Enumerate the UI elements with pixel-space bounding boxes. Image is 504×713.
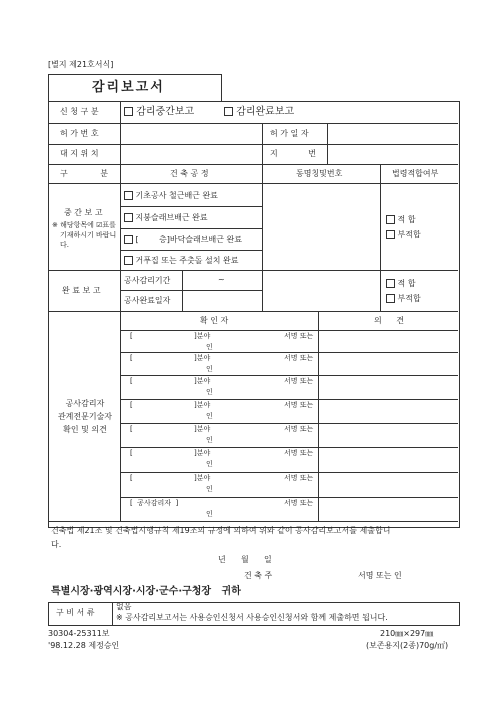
review-label-line3: 확인 및 의견 (63, 425, 107, 434)
statement-line2: 다. (51, 540, 62, 549)
confirmer-field-bracket[interactable]: [ (130, 354, 133, 362)
addressee: 특별시장·광역시장·시장·군수·구청장 귀하 (51, 586, 241, 597)
option-interim[interactable] (124, 107, 194, 118)
application-type-label: 신 청 구 분 (60, 107, 99, 116)
column-compliance: 법령적합여부 (392, 169, 439, 178)
lot-number-label: 지 번 (270, 149, 316, 158)
interim-item-3[interactable] (124, 235, 242, 244)
permit-number-label: 허 가 번 호 (60, 129, 99, 138)
confirmer-signature[interactable]: 서명 또는 (284, 401, 314, 409)
documents-note: ※ 공사감리보고서는 사용승인신청서 사용승인신청서와 함께 제출하면 됩니다. (116, 613, 388, 622)
permit-date-label: 허 가 일 자 (270, 129, 309, 138)
confirmer-field-label: ]분야 (194, 332, 211, 340)
confirmer-field-label: ]분야 (194, 425, 211, 433)
confirmer-signature[interactable]: 서명 또는 (284, 425, 314, 433)
completion-checkbox[interactable] (224, 107, 233, 116)
confirmer-signature[interactable]: 서명 또는 (284, 377, 314, 385)
completion-option-label: 감리완료보고 (236, 106, 295, 118)
review-label-line1: 공사감리자 (65, 399, 105, 408)
owner-signature[interactable]: 서명 또는 인 (358, 571, 402, 580)
paper-size: 210㎜×297㎜ (380, 629, 434, 638)
item-2-label: 지붕슬래브배근 완료 (135, 213, 208, 222)
item-4-label: 거푸집 또는 주춧돌 설치 완료 (135, 256, 239, 265)
interim-item-4[interactable] (124, 256, 238, 265)
interim-note-line1: ※ 해당항목에 ☑표를 (52, 221, 116, 229)
interim-item-2[interactable] (124, 213, 208, 222)
confirmer-seal: 인 (206, 485, 213, 493)
completion-report-label: 완 료 보 고 (62, 286, 101, 295)
confirmer-seal: 인 (206, 388, 213, 396)
interim-unfit[interactable] (386, 230, 421, 239)
form-reference: [별지 제21호서식] (48, 60, 114, 69)
interim-unfit-checkbox[interactable] (386, 230, 395, 239)
owner-label: 건 축 주 (244, 571, 273, 580)
column-building-name: 동명칭및번호 (296, 169, 343, 178)
confirmer-field-label: ]분야 (194, 401, 211, 409)
interim-fit[interactable] (386, 215, 416, 224)
item-1-checkbox[interactable] (124, 191, 133, 200)
confirmer-field-bracket[interactable]: [ (130, 474, 133, 482)
confirmer-header: 확 인 자 (200, 316, 229, 325)
interim-unfit-label: 부적합 (397, 230, 421, 239)
item-3-checkbox[interactable] (124, 235, 133, 244)
supervision-period-label: 공사감리기간 (124, 276, 171, 285)
interim-note-line2: 기재하시기 바랍니 (60, 231, 117, 239)
confirmer-seal: 인 (206, 436, 213, 444)
confirmer-signature[interactable]: 서명 또는 (284, 499, 314, 507)
interim-fit-checkbox[interactable] (386, 215, 395, 224)
opinion-header: 의 견 (374, 316, 404, 325)
completion-unfit-label: 부적합 (397, 294, 421, 303)
completion-unfit[interactable] (386, 294, 421, 303)
site-location-label: 대 지 위 치 (60, 149, 99, 158)
confirmer-field-label: ]분야 (194, 354, 211, 362)
documents-none: 없음 (116, 602, 132, 611)
interim-report-label: 중 간 보 고 (64, 208, 103, 217)
completion-date-label: 공사완료일자 (124, 296, 171, 305)
column-gubun: 구 분 (60, 169, 108, 178)
confirmer-field-bracket[interactable]: [ 공사감리자 ] (130, 499, 179, 507)
confirmer-signature[interactable]: 서명 또는 (284, 332, 314, 340)
confirmer-signature[interactable]: 서명 또는 (284, 449, 314, 457)
interim-fit-label: 적 합 (397, 215, 416, 224)
confirmer-seal: 인 (206, 460, 213, 468)
completion-unfit-checkbox[interactable] (386, 294, 395, 303)
completion-fit[interactable] (386, 279, 416, 288)
completion-fit-checkbox[interactable] (386, 279, 395, 288)
documents-label: 구 비 서 류 (56, 608, 95, 617)
interim-option-label: 감리중간보고 (136, 106, 195, 118)
completion-fit-label: 적 합 (397, 279, 416, 288)
statement-line1: 건축법 제21조 및 건축법시행규칙 제19조의 규정에 의하여 위와 같이 공사감리보고서를 제출합니 (51, 526, 391, 535)
item-2-checkbox[interactable] (124, 213, 133, 222)
confirmer-seal: 인 (206, 510, 213, 518)
approval-date: '98.12.28 제정승인 (48, 641, 120, 650)
confirmer-field-bracket[interactable]: [ (130, 449, 133, 457)
supervision-period-value[interactable]: ~ (218, 275, 225, 284)
column-construction-process: 건 축 공 정 (170, 169, 209, 178)
confirmer-field-bracket[interactable]: [ (130, 401, 133, 409)
confirmer-field-label: ]분야 (194, 449, 211, 457)
option-completion[interactable] (224, 107, 294, 118)
confirmer-field-bracket[interactable]: [ (130, 425, 133, 433)
item-1-label: 기초공사 철근배근 완료 (135, 191, 218, 200)
confirmer-field-bracket[interactable]: [ (130, 332, 133, 340)
confirmer-signature[interactable]: 서명 또는 (284, 354, 314, 362)
item-3-label: [ 층]바닥슬래브배근 완료 (135, 235, 242, 244)
form-frame (48, 101, 460, 528)
confirmer-seal: 인 (206, 365, 213, 373)
confirmer-field-bracket[interactable]: [ (130, 377, 133, 385)
confirmer-field-label: ]분야 (194, 474, 211, 482)
form-code: 30304-25311보 (48, 629, 110, 638)
confirmer-seal: 인 (206, 412, 213, 420)
review-label-line2: 관계전문기술자 (57, 412, 113, 421)
interim-item-1[interactable] (124, 191, 218, 200)
submission-date[interactable]: 년 월 일 (218, 555, 272, 564)
item-4-checkbox[interactable] (124, 256, 133, 265)
interim-note-line3: 다. (60, 241, 69, 249)
confirmer-signature[interactable]: 서명 또는 (284, 474, 314, 482)
paper-type: (보존용지(2종)70g/㎡) (366, 641, 449, 650)
interim-checkbox[interactable] (124, 107, 133, 116)
confirmer-seal: 인 (206, 343, 213, 351)
confirmer-field-label: ]분야 (194, 377, 211, 385)
document-title: 감리보고서 (92, 80, 165, 95)
